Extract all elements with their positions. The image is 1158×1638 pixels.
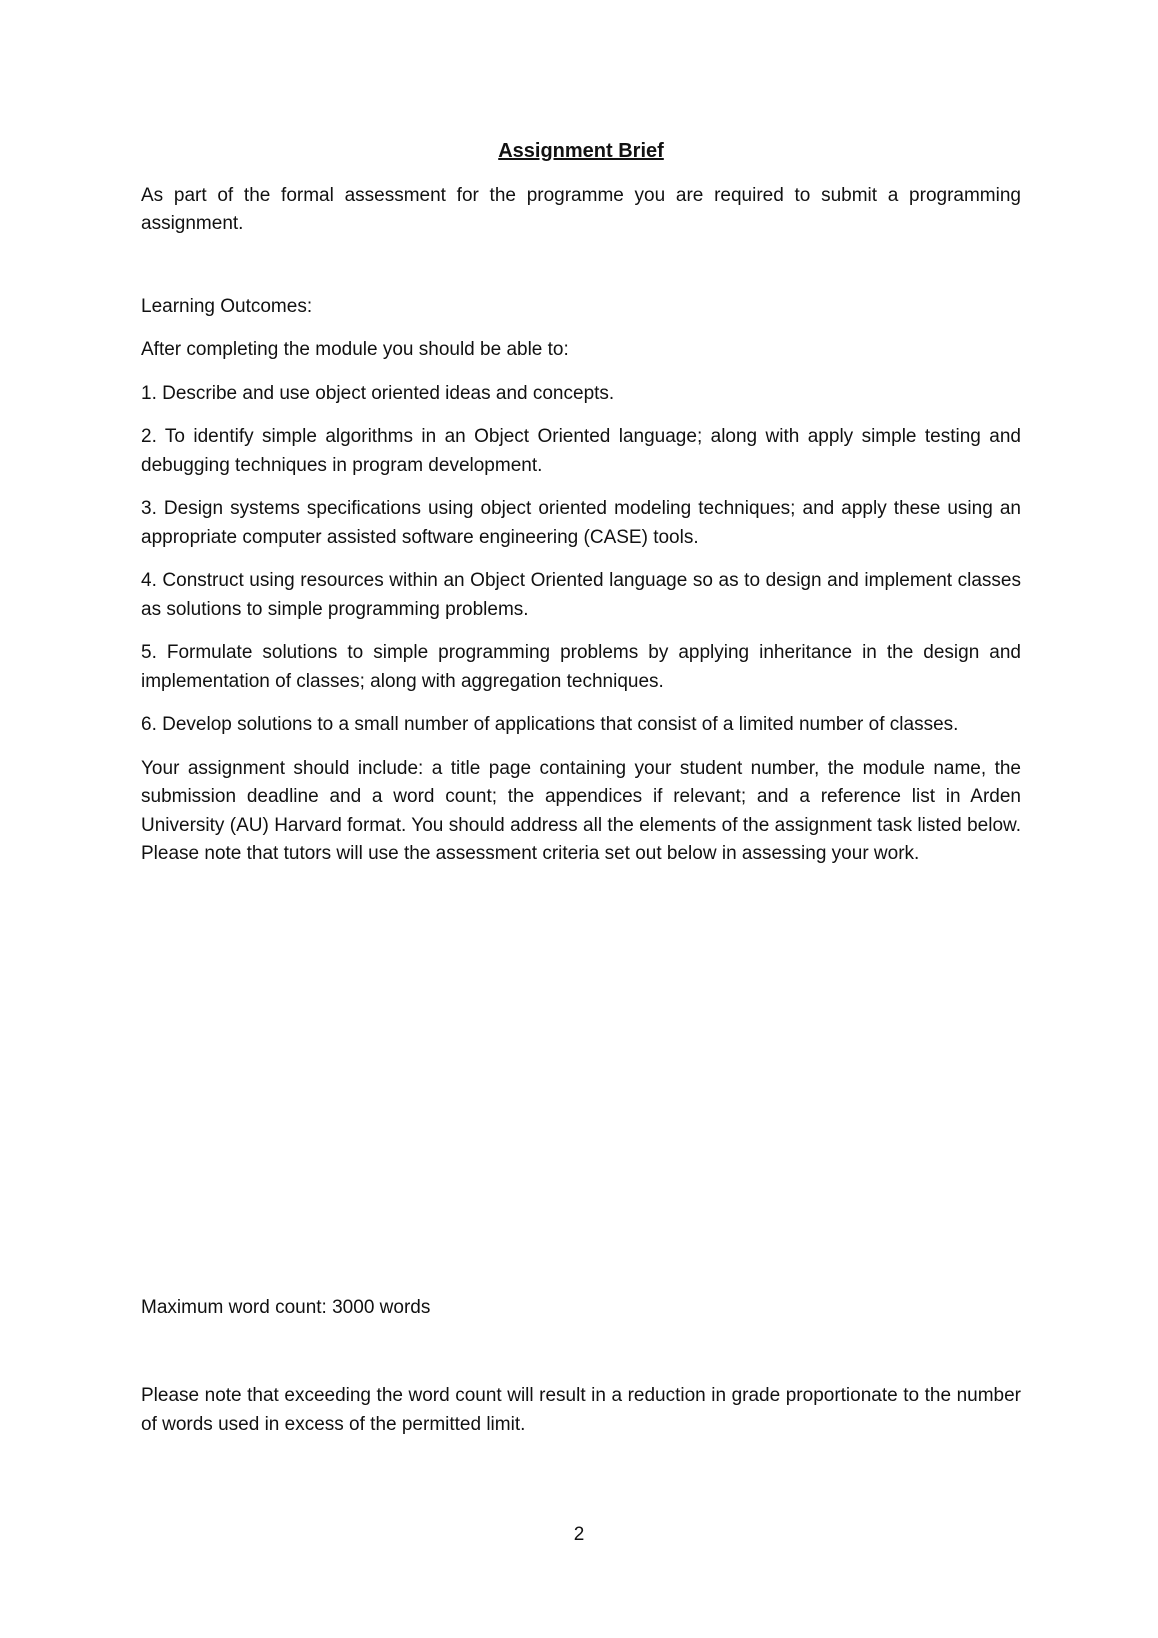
page-title: Assignment Brief bbox=[498, 140, 664, 162]
document-body bbox=[141, 137, 1021, 884]
word-count-note: Please note that exceeding the word count will result in a reduction in grade proportionate to the number of words used in excess of the permitted limit. bbox=[141, 1385, 1021, 1435]
intro-paragraph: As part of the formal assessment for the programme you are required to submit a programming assignment. bbox=[141, 184, 1021, 234]
outcome-item: 5. Formulate solutions to simple programming problems by applying inheritance in the design and implementation of classes; along with aggregation techniques. bbox=[141, 642, 1021, 692]
outcome-item: 2. To identify simple algorithms in an Object Oriented language; along with apply simple testing and debugging techniques in program development. bbox=[141, 426, 1021, 476]
max-word-count: Maximum word count: 3000 words bbox=[141, 1297, 431, 1318]
after-completing-text: After completing the module you should be able to: bbox=[141, 339, 569, 360]
page-number: 2 bbox=[573, 1524, 585, 1545]
learning-outcomes-heading: Learning Outcomes: bbox=[141, 295, 313, 317]
outcome-item: 4. Construct using resources within an Object Oriented language so as to design and implement classes as solutions to simple programming problems. bbox=[141, 570, 1021, 620]
requirements-paragraph: Your assignment should include: a title page containing your student number, the module name, the submission deadline and a word count; the appendices if relevant; and a reference list in Arden University (AU) Harvard format. You should address all the elements of the assignment task listed below. Please note that tutors will use the assessment criteria set out below in assessing your work. bbox=[141, 757, 1021, 864]
outcome-item: 6. Develop solutions to a small number of applications that consist of a limited number of classes. bbox=[141, 714, 959, 735]
outcome-item: 3. Design systems specifications using object oriented modeling techniques; and apply these using an appropriate computer assisted software engineering (CASE) tools. bbox=[141, 498, 1021, 548]
outcome-item: 1. Describe and use object oriented ideas and concepts. bbox=[141, 382, 615, 404]
